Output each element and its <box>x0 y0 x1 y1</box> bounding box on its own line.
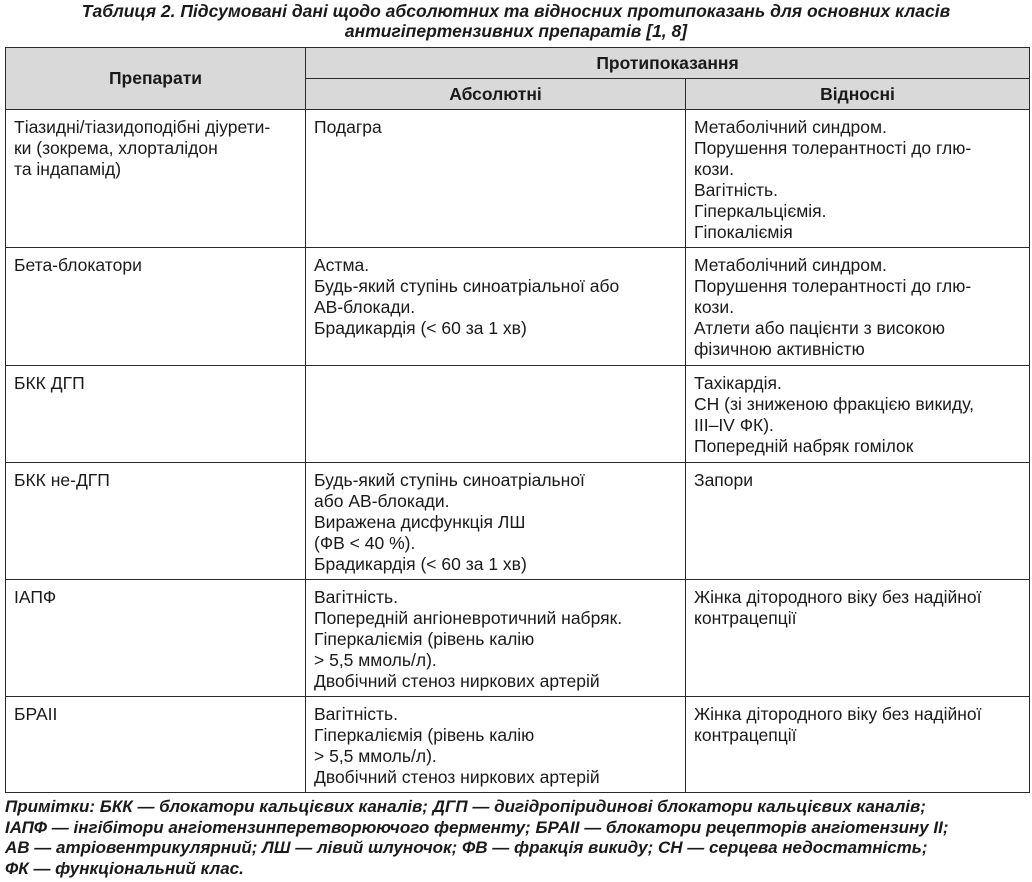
cell-line: Брадикардія (< 60 за 1 хв) <box>314 318 527 338</box>
cell-line: Бета-блокатори <box>14 255 142 275</box>
cell-relative <box>686 463 1030 580</box>
cell-line: Метаболічний синдром. <box>694 255 887 275</box>
header-contraindications: Протипоказання <box>306 48 1030 79</box>
cell-absolute <box>306 463 686 580</box>
table-row <box>6 580 1030 697</box>
notes-line-2: ІАПФ — інгібітори ангіотензинперетворюючого ферменту; БРАII — блокатори рецепторів ангіотензину II; <box>5 817 949 837</box>
cell-line: Тахікардія. <box>694 373 782 393</box>
cell-line: Гіперкаліємія (рівень калію <box>314 725 535 745</box>
cell-line: кози. <box>694 159 735 179</box>
cell-line: контрацепції <box>694 725 797 745</box>
table-caption-line-1: Таблиця 2. Підсумовані дані щодо абсолютних та відносних протипоказань для основних класів <box>81 1 951 21</box>
header-relative: Відносні <box>686 79 1030 110</box>
cell-line: Жінка дітородного віку без надійної <box>694 704 982 724</box>
cell-line: та індапамід) <box>14 159 122 179</box>
cell-line: Виражена дисфункція ЛШ <box>314 512 526 532</box>
cell-line: фізичною активністю <box>694 339 865 359</box>
cell-line: або АВ-блокади. <box>314 491 450 511</box>
contraindications-table <box>5 47 1030 793</box>
table-row <box>6 366 1030 463</box>
cell-relative <box>686 366 1030 463</box>
cell-line: Подагра <box>314 117 382 137</box>
header-drugs: Препарати <box>6 48 306 110</box>
cell-absolute <box>306 366 686 463</box>
cell-line: Гіперкальціємія. <box>694 201 827 221</box>
cell-drug <box>6 110 306 248</box>
cell-line: Брадикардія (< 60 за 1 хв) <box>314 554 527 574</box>
cell-line: кози. <box>694 297 735 317</box>
cell-line: СН (зі зниженою фракцією викиду, <box>694 394 974 414</box>
table-row <box>6 248 1030 366</box>
cell-relative <box>686 697 1030 793</box>
cell-line: Тіазидні/тіазидоподібні діурети- <box>14 117 271 137</box>
header-absolute: Абсолютні <box>306 79 686 110</box>
cell-line: Попередній набряк гомілок <box>694 436 914 456</box>
table-header-row <box>6 48 1030 79</box>
cell-line: Порушення толерантності до глю- <box>694 138 972 158</box>
cell-line: Будь-який ступінь синоатріальної <box>314 470 585 490</box>
cell-absolute <box>306 248 686 366</box>
cell-relative <box>686 110 1030 248</box>
cell-line: ІАПФ <box>14 587 57 607</box>
cell-line: Попередній ангіоневротичний набряк. <box>314 608 623 628</box>
cell-drug <box>6 366 306 463</box>
cell-line: БКК ДГП <box>14 373 85 393</box>
cell-line: контрацепції <box>694 608 797 628</box>
table-caption-line-2: антигіпертензивних препаратів [1, 8] <box>344 21 688 41</box>
cell-drug <box>6 463 306 580</box>
table-row <box>6 463 1030 580</box>
cell-absolute <box>306 697 686 793</box>
cell-relative <box>686 248 1030 366</box>
cell-line: (ФВ < 40 %). <box>314 533 416 553</box>
notes-line-4: ФК — функціональний клас. <box>5 858 244 878</box>
cell-relative <box>686 580 1030 697</box>
cell-line: Атлети або пацієнти з високою <box>694 318 945 338</box>
table-caption <box>0 1 1032 41</box>
cell-line: > 5,5 ммоль/л). <box>314 746 437 766</box>
table-row <box>6 697 1030 793</box>
cell-line: Вагітність. <box>314 704 398 724</box>
cell-line: Гіперкаліємія (рівень калію <box>314 629 535 649</box>
cell-line: Запори <box>694 470 754 490</box>
cell-absolute <box>306 110 686 248</box>
cell-line: > 5,5 ммоль/л). <box>314 650 437 670</box>
notes-line-3: АВ — атріовентрикулярний; ЛШ — лівий шлуночок; ФВ — фракція викиду; СН — серцева недостатність; <box>5 838 928 857</box>
cell-line: Будь-який ступінь синоатріальної або <box>314 276 620 296</box>
cell-drug <box>6 248 306 366</box>
cell-line: БРАII <box>14 704 58 724</box>
cell-drug <box>6 580 306 697</box>
cell-line: Вагітність. <box>314 587 398 607</box>
cell-absolute <box>306 580 686 697</box>
cell-line: Двобічний стеноз ниркових артерій <box>314 767 600 787</box>
cell-line: Порушення толерантності до глю- <box>694 276 972 296</box>
table-row <box>6 110 1030 248</box>
cell-line: БКК не-ДГП <box>14 470 110 490</box>
notes-line-1: Примітки: БКК — блокатори кальцієвих каналів; ДГП — дигідропіридинові блокатори кальцієвих каналів; <box>5 797 926 816</box>
cell-drug <box>6 697 306 793</box>
table-notes <box>5 797 1029 879</box>
cell-line: Жінка дітородного віку без надійної <box>694 587 982 607</box>
cell-line: АВ-блокади. <box>314 297 416 317</box>
cell-line: III–IV ФК). <box>694 415 774 435</box>
cell-line: Метаболічний синдром. <box>694 117 887 137</box>
cell-line: Астма. <box>314 255 370 275</box>
cell-line: ки (зокрема, хлорталідон <box>14 138 218 158</box>
cell-line: Гіпокаліємія <box>694 222 793 242</box>
cell-line: Двобічний стеноз ниркових артерій <box>314 671 600 691</box>
cell-line: Вагітність. <box>694 180 778 200</box>
